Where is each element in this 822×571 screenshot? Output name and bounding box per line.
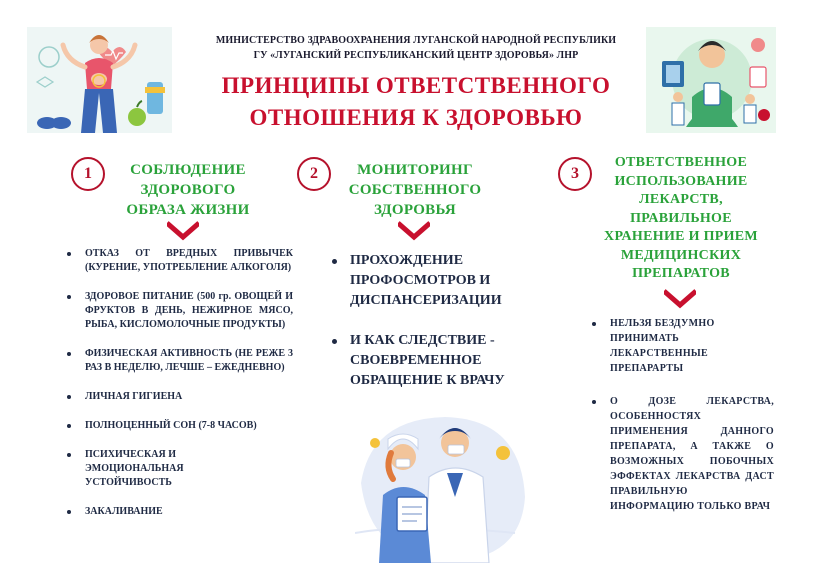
column-1-list <box>85 247 293 519</box>
list-item: ОТКАЗ ОТ ВРЕДНЫХ ПРИВЫЧЕК (КУРЕНИЕ, УПОТРЕБЛЕНИЕ АЛКОГОЛЯ) <box>85 248 293 273</box>
heading-line: ПРЕПАРАТОВ <box>632 266 730 281</box>
column-3-heading <box>590 154 772 284</box>
heading-line: ИСПОЛЬЗОВАНИЕ <box>614 173 748 189</box>
ministry-line-2: ГУ «ЛУГАНСКИЙ РЕСПУБЛИКАНСКИЙ ЦЕНТР ЗДОРОВЬЯ» ЛНР <box>253 50 579 61</box>
list-item: ЛИЧНАЯ ГИГИЕНА <box>85 390 293 404</box>
chevron-down-icon <box>398 221 430 241</box>
heading-line: ЛЕКАРСТВ, <box>639 192 723 207</box>
column-3-list <box>610 316 774 514</box>
heading-line: ОТВЕТСТВЕННОЕ <box>614 155 748 170</box>
list-item: ПСИХИЧЕСКАЯ И ЭМОЦИОНАЛЬНАЯ УСТОЙЧИВОСТЬ <box>85 448 245 490</box>
column-1-heading <box>103 160 273 220</box>
list-item: ФИЗИЧЕСКАЯ АКТИВНОСТЬ (НЕ РЕЖЕ 3 РАЗ В НЕДЕЛЮ, ЛЕЧШЕ – ЕЖЕДНЕВНО) <box>85 348 293 373</box>
list-item: О ДОЗЕ ЛЕКАРСТВА, ОСОБЕННОСТЯХ ПРИМЕНЕНИЯ ДАННОГО ПРЕПАРАТА, А ТАКЖЕ О ВОЗМОЖНЫХ ПОБОЧНЫХ ЭФФЕКТАХ ЛЕКАРСТВА ДАСТ ПРАВИЛЬНУЮ ИНФОРМАЦИЮ ТОЛЬКО ВРАЧ <box>610 396 774 512</box>
column-2-heading <box>330 160 500 220</box>
list-item: И КАК СЛЕДСТВИЕ - СВОЕВРЕМЕННОЕ ОБРАЩЕНИЕ К ВРАЧУ <box>350 331 520 391</box>
page-title <box>190 70 642 134</box>
heading-line: СОБЛЮДЕНИЕ <box>130 162 246 178</box>
ministry-header <box>190 33 642 63</box>
list-item: ЗАКАЛИВАНИЕ <box>85 505 293 519</box>
heading-line: МЕДИЦИНСКИХ <box>620 247 742 263</box>
ministry-line-1: МИНИСТЕРСТВО ЗДРАВООХРАНЕНИЯ ЛУГАНСКОЙ НАРОДНОЙ РЕСПУБЛИКИ <box>215 35 617 46</box>
chevron-down-icon <box>167 221 199 241</box>
heading-line: ЗДОРОВОГО <box>140 182 236 198</box>
list-item: ПОЛНОЦЕННЫЙ СОН (7-8 ЧАСОВ) <box>85 419 293 433</box>
number-badge-2: 2 <box>297 157 331 191</box>
column-2-list <box>350 251 530 391</box>
heading-line: ХРАНЕНИЕ И ПРИЕМ <box>604 229 758 244</box>
woman-fitness-illustration <box>27 27 172 133</box>
doctors-consultation-illustration <box>646 27 776 133</box>
nurse-and-doctor-illustration <box>355 413 527 563</box>
title-line-1: ПРИНЦИПЫ ОТВЕТСТВЕННОГО <box>221 73 611 98</box>
list-item: ЗДОРОВОЕ ПИТАНИЕ (500 гр. ОВОЩЕЙ И ФРУКТОВ В ДЕНЬ, НЕЖИРНОЕ МЯСО, РЫБА, КИСЛОМОЛОЧНЫЕ ПРОДУКТЫ) <box>85 291 293 330</box>
heading-line: ОБРАЗА ЖИЗНИ <box>126 202 250 218</box>
heading-line: МОНИТОРИНГ <box>357 162 473 178</box>
heading-line: ЗДОРОВЬЯ <box>373 202 457 218</box>
list-item: НЕЛЬЗЯ БЕЗДУМНО ПРИНИМАТЬ ЛЕКАРСТВЕННЫЕ ПРЕПАРАРТЫ <box>610 316 730 376</box>
number-badge-1: 1 <box>71 157 105 191</box>
title-line-2: ОТНОШЕНИЯ К ЗДОРОВЬЮ <box>249 105 583 130</box>
heading-line: ПРАВИЛЬНОЕ <box>630 210 732 226</box>
heading-line: СОБСТВЕННОГО <box>348 182 482 198</box>
list-item: ПРОХОЖДЕНИЕ ПРОФОСМОТРОВ И ДИСПАНСЕРИЗАЦИИ <box>350 251 530 311</box>
chevron-down-icon <box>664 289 696 309</box>
number-badge-3: 3 <box>558 157 592 191</box>
